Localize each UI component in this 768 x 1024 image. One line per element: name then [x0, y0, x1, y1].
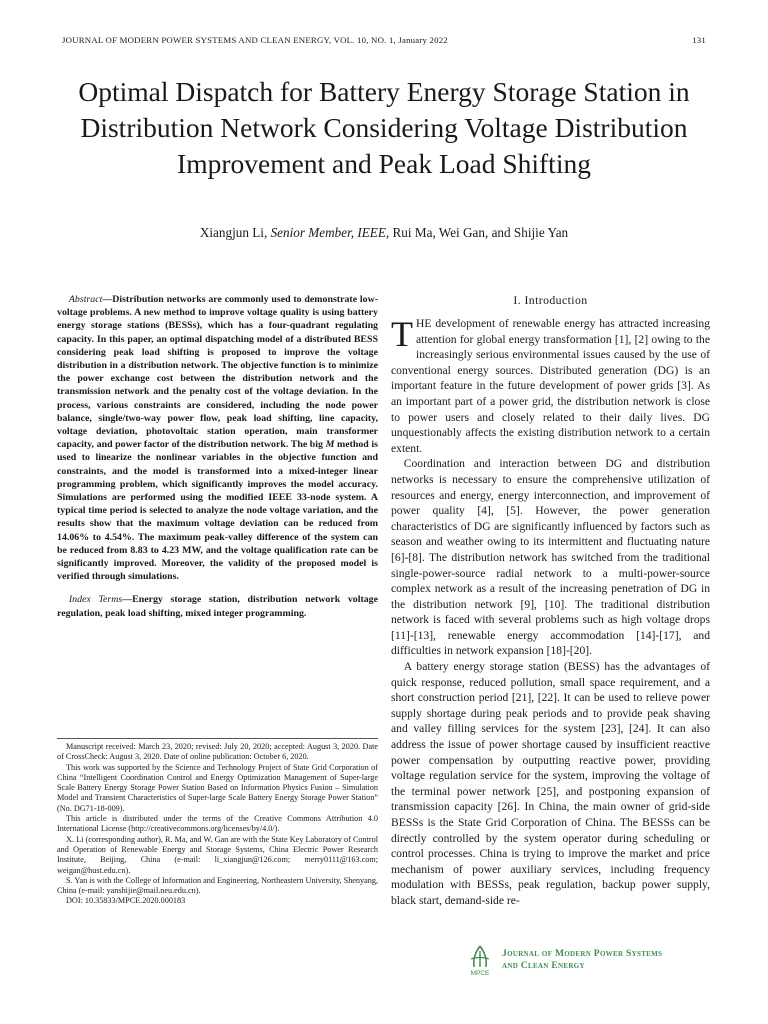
- logo-line-1: Journal of Modern Power Systems: [502, 948, 663, 959]
- intro-paragraph-3: A battery energy storage station (BESS) has the advantages of quick response, reduced pollution, small space requirement, and a short construction period [21], [22]. It can be used to relieve power supply shortage during peak periods and to provide peak shaving and valley filling services for the system [23], [24]. It can also address the issue of power shortage caused by insufficient reactive power compensation by outputting reactive power, providing voltage regulation service for the system, improving the voltage of the terminal power network [25], and postponing expansion of transmission capacity [26]. In China, the main owner of grid-side BESSs is the State Grid Corporation of China. The BESSs can be directly controlled by the system operator during scheduling or control processes. China is trying to improve the market and price mechanism of power auxiliary services, including frequency modulation with BESSs, peak regulation, backup power supply, black start, demand-side re-: [391, 660, 710, 907]
- intro-paragraph-1: [391, 316, 710, 456]
- author-first: Xiangjun Li,: [199, 225, 268, 240]
- page-number: 131: [692, 35, 706, 45]
- authors-rest: , Rui Ma, Wei Gan, and Shijie Yan: [385, 225, 569, 240]
- abstract-label: Abstract: [68, 294, 103, 305]
- intro-paragraph-2: Coordination and interaction between DG and distribution networks is necessary to ensure the comprehensive utilization of resources and energy, energy interconnection, and improvement of power quality [4], [5]. However, the power generation characteristics of DG are significantly influenced by factors such as season and weather owing to its intermittent and fluctuating nature [6]-[8]. The distribution network has switched from the traditional single-power-source radial network to a multi-power-source complex network as a result of the increasing penetration of DG in the distribution network [9], [10]. The traditional distribution network is faced with several problems such as high voltage drops [11]-[13], renewable energy accommodation [14]-[17], and difficulties in network expansion [18]-[20].: [391, 457, 710, 658]
- index-terms-dash: —: [122, 594, 133, 606]
- section-heading-introduction: I. Introduction: [513, 293, 588, 307]
- intro-paragraph-1-text: HE development of renewable energy has attracted increasing attention for global energy transformation [1], [2] owing to the increasingly serious environmental issues caused by the use of conventional energy sources. Distributed generation (DG) is an important feature in the future development of power grids [3]. As an important part of a power grid, the distribution network is close to power users and closely related to their daily lives. DG unquestionably affects the existing distribution network to a certain extent.: [391, 317, 710, 455]
- journal-logo: [462, 943, 662, 977]
- journal-logo-icon: [462, 943, 498, 977]
- author-line: [60, 225, 708, 241]
- footnote-funding: This work was supported by the Science and Technology Project of State Grid Corporation of China “Intelligent Coordination Control and Energy Optimization Management of Super-large Scale Battery Energy Storage Power Station Based on Information Physics Fusion – Simulation Model and Transient Characteristics of Super-large Scale Battery Energy Storage Power Station” (No. DG71-18-009).: [57, 762, 378, 813]
- footnote-affiliation-1: X. Li (corresponding author), R. Ma, and W. Gan are with the State Key Laboratory of Control and Operation of Renewable Energy and Storage Systems, China Electric Power Research Institute, Beijing, China (e-mail: li_xiangjun@126.com; merry0111@163.com; weigan@hust.edu.cn).: [57, 834, 378, 875]
- author-first-title: Senior Member, IEEE: [270, 225, 386, 240]
- journal-logo-text: [502, 948, 662, 972]
- footnote-affiliation-2: S. Yan is with the College of Information and Engineering, Northeastern University, Shenyang, China (e-mail: yanshijie@mail.neu.edu.cn).: [57, 875, 378, 896]
- index-terms-text: Energy storage station, distribution network voltage regulation, peak load shifting, mixed integer programming.: [57, 594, 379, 619]
- footnote-doi: DOI: 10.35833/MPCE.2020.000183: [66, 896, 186, 906]
- footnotes: [57, 738, 378, 907]
- abstract-text-2: method is used to linearize the nonlinear variables in the objective function and constraints, and the model is transformed into a mixed-integer linear programming problem, which significantly improves the model accuracy. Simulations are performed using the modified IEEE 33-node system. A typical time period is selected to analyze the node voltage variation, and the results show that the maximum voltage deviation can be reduced from 14.06% to 4.54%. The maximum peak-valley difference of the system can be reduced from 8.83 to 4.23 MW, and the voltage qualification rate can be significantly improved. Moreover, the validity of the proposed model is verified through simulations.: [57, 439, 378, 583]
- abstract: [57, 293, 378, 583]
- journal-running-head: JOURNAL OF MODERN POWER SYSTEMS AND CLEAN ENERGY, VOL. 10, NO. 1, January 2022: [62, 35, 448, 45]
- drop-cap: T: [391, 314, 413, 354]
- footnote-license: This article is distributed under the terms of the Creative Commons Attribution 4.0 International License (http://creativecommons.org/licenses/by/4.0/).: [57, 814, 378, 834]
- logo-line-2: and Clean Energy: [502, 960, 585, 971]
- index-terms: [57, 593, 378, 619]
- running-header: [62, 35, 706, 45]
- footnote-manuscript: Manuscript received: March 23, 2020; revised: July 20, 2020; accepted: August 3, 2020. Date of CrossCheck: August 3, 2020. Date of online publication: October 6, 2020.: [57, 742, 378, 762]
- index-terms-label: Index Terms: [68, 594, 123, 606]
- abstract-text-1: Distribution networks are commonly used to demonstrate low-voltage problems. A new method to improve voltage quality is using battery energy storage stations (BESSs), which has a four-quadrant regulating capacity. In this paper, an optimal dispatching model of a distributed BESS considering peak load shifting is proposed to improve the voltage distribution in a distribution network. The objective function is to minimize the power exchange cost between the distribution network and the transmission network and the penalty cost of the voltage deviation. In the process, various constraints are considered, including the node power balance, single/two-way power flow, peak load shifting, line capacity, voltage deviation, photovoltaic station operation, main transformer capacity, and power factor of the distribution network. The big: [57, 294, 378, 451]
- right-column: [391, 293, 710, 909]
- paper-title: Optimal Dispatch for Battery Energy Storage Station in Distribution Network Considering Voltage Distribution Improvement and Peak Load Shifting: [78, 76, 690, 179]
- abstract-text-m: M: [325, 439, 335, 451]
- abstract-dash: —: [102, 294, 113, 305]
- logo-mark-text: MPCE: [470, 970, 490, 977]
- left-column: [57, 293, 378, 620]
